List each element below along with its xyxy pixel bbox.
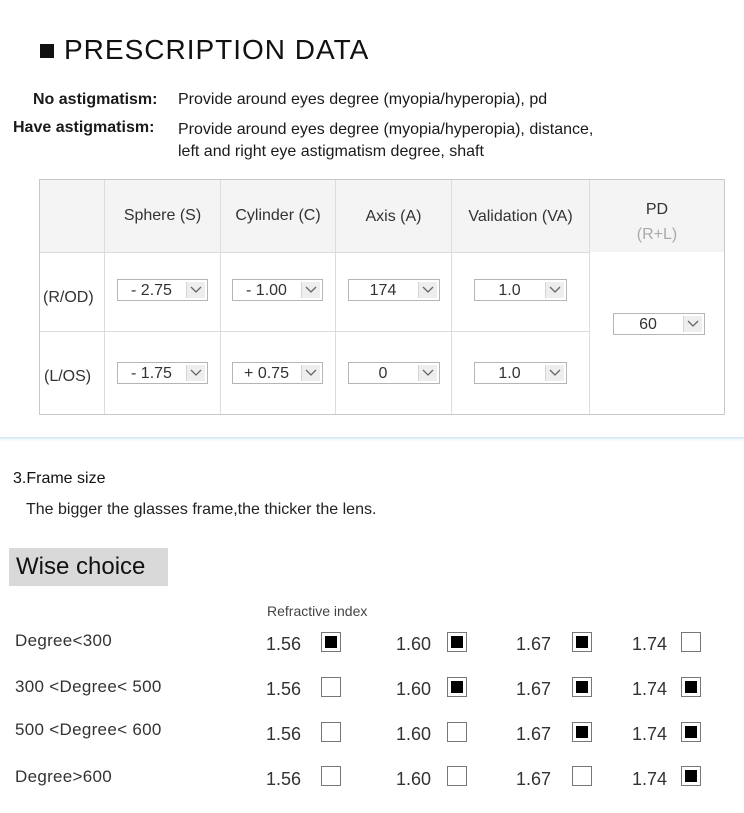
checkbox-checked[interactable]: [447, 632, 467, 652]
refractive-option-label: 1.74: [632, 724, 668, 744]
chevron-down-icon: [301, 365, 320, 381]
axis-select-left[interactable]: [348, 362, 440, 384]
refractive-option-label: 1.67: [516, 769, 552, 789]
refractive-option-label: 1.56: [266, 724, 302, 744]
chevron-down-icon: [683, 316, 702, 332]
checkbox-checked[interactable]: [681, 677, 701, 697]
refractive-option-label: 1.56: [266, 679, 302, 699]
row-label-left-eye: (L/OS): [44, 368, 92, 385]
select-value: 174: [369, 282, 397, 299]
wise-choice-title: Wise choice: [16, 553, 146, 580]
checkbox-unchecked[interactable]: [447, 766, 467, 786]
checkbox-unchecked[interactable]: [447, 722, 467, 742]
pd-select[interactable]: [613, 313, 705, 335]
header-sphere: Sphere (S): [123, 207, 202, 224]
checkbox-checked[interactable]: [321, 632, 341, 652]
refractive-option-label: 1.67: [516, 724, 552, 744]
degree-row-label: 500 <Degree< 600: [15, 720, 162, 739]
axis-select-right[interactable]: [348, 279, 440, 301]
refractive-option-label: 1.56: [266, 634, 302, 654]
header-cylinder: Cylinder (C): [235, 207, 321, 224]
degree-row-label: Degree<300: [15, 631, 113, 650]
refractive-option-label: 1.60: [396, 634, 432, 654]
header-validation: Validation (VA): [468, 208, 573, 225]
checkbox-checked[interactable]: [572, 632, 592, 652]
page-title: PRESCRIPTION DATA: [64, 34, 370, 65]
wise-choice-banner: [9, 548, 168, 586]
header-pd: PD: [645, 201, 669, 218]
sphere-select-left[interactable]: [117, 362, 208, 384]
degree-row-label: Degree>600: [15, 767, 113, 786]
header-pd-sub: (R+L): [636, 226, 678, 243]
refractive-option-label: 1.74: [632, 679, 668, 699]
chevron-down-icon: [418, 282, 437, 298]
select-value: + 0.75: [244, 365, 289, 382]
refractive-option-label: 1.74: [632, 769, 668, 789]
have-astigmatism-desc-line1: Provide around eyes degree (myopia/hyperopia), distance,: [178, 121, 594, 138]
select-value: - 2.75: [131, 282, 172, 299]
checkbox-unchecked[interactable]: [321, 722, 341, 742]
refractive-option-label: 1.67: [516, 634, 552, 654]
checkbox-unchecked[interactable]: [681, 632, 701, 652]
have-astigmatism-label: Have astigmatism:: [13, 119, 155, 136]
refractive-index-header: Refractive index: [267, 603, 368, 619]
select-value: - 1.75: [131, 365, 172, 382]
frame-size-title: 3.Frame size: [13, 470, 106, 487]
refractive-option-label: 1.56: [266, 769, 302, 789]
validation-select-right[interactable]: [474, 279, 567, 301]
checkbox-checked[interactable]: [572, 722, 592, 742]
chevron-down-icon: [545, 282, 564, 298]
cylinder-select-right[interactable]: [232, 279, 323, 301]
prescription-table: [39, 179, 725, 415]
degree-row-label: 300 <Degree< 500: [15, 677, 162, 696]
header-axis: Axis (A): [365, 208, 422, 225]
refractive-option-label: 1.60: [396, 679, 432, 699]
checkbox-unchecked[interactable]: [321, 677, 341, 697]
checkbox-unchecked[interactable]: [321, 766, 341, 786]
select-value: - 1.00: [246, 282, 287, 299]
chevron-down-icon: [301, 282, 320, 298]
sphere-select-right[interactable]: [117, 279, 208, 301]
row-label-right-eye: (R/OD): [43, 289, 94, 306]
chevron-down-icon: [545, 365, 564, 381]
have-astigmatism-desc-line2: left and right eye astigmatism degree, shaft: [178, 143, 484, 160]
checkbox-checked[interactable]: [681, 722, 701, 742]
validation-select-left[interactable]: [474, 362, 567, 384]
select-value: 0: [378, 365, 388, 382]
refractive-option-label: 1.74: [632, 634, 668, 654]
no-astigmatism-desc: Provide around eyes degree (myopia/hyperopia), pd: [178, 91, 548, 108]
refractive-option-label: 1.67: [516, 679, 552, 699]
select-value: 1.0: [498, 365, 521, 382]
refractive-option-label: 1.60: [396, 769, 432, 789]
refractive-option-label: 1.60: [396, 724, 432, 744]
select-value: 60: [639, 316, 657, 333]
frame-size-desc: The bigger the glasses frame,the thicker the lens.: [26, 501, 377, 518]
chevron-down-icon: [418, 365, 437, 381]
select-value: 1.0: [498, 282, 521, 299]
checkbox-checked[interactable]: [681, 766, 701, 786]
checkbox-checked[interactable]: [572, 677, 592, 697]
checkbox-unchecked[interactable]: [572, 766, 592, 786]
title-bullet-icon: [40, 44, 54, 58]
checkbox-checked[interactable]: [447, 677, 467, 697]
section-divider: [0, 437, 744, 441]
chevron-down-icon: [186, 365, 205, 381]
cylinder-select-left[interactable]: [232, 362, 323, 384]
chevron-down-icon: [186, 282, 205, 298]
no-astigmatism-label: No astigmatism:: [33, 91, 158, 108]
